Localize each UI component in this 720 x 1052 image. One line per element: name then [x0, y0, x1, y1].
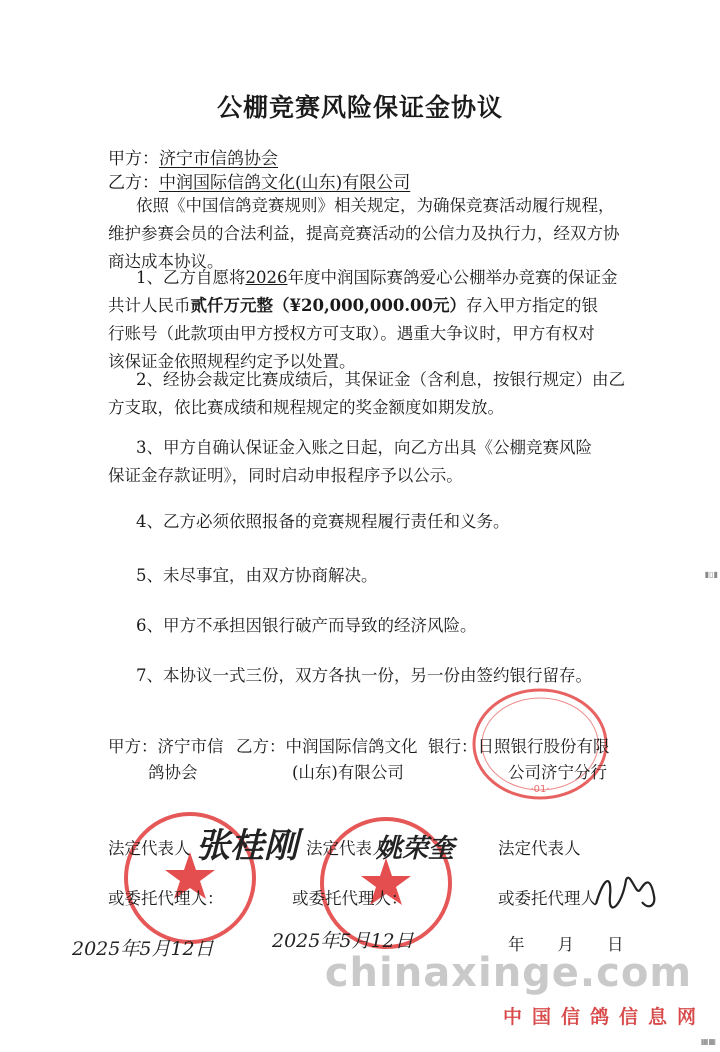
- party-b-sign-name: 乙方：中润国际信鸽文化: [236, 737, 418, 756]
- document-title: 公棚竞赛风险保证金协议: [216, 93, 503, 122]
- site-watermark-chinese: 中国信鸽信息网: [502, 1006, 706, 1028]
- clause-1-text: 年度中润国际赛鸽爱心公棚举办竞赛的保证金: [287, 268, 618, 287]
- bank-sign-date-blank: 年 月 日: [508, 935, 624, 954]
- intro-line: 商达成本协议。: [108, 252, 224, 271]
- clause-6-line: 6、甲方不承担因银行破产而导致的经济风险。: [136, 616, 477, 635]
- bank-agent-signature-scribble: [592, 866, 662, 916]
- party-a-line: [108, 144, 278, 169]
- bank-sign-name-cont: 公司济宁分行: [508, 763, 607, 782]
- clause-1-line: [108, 292, 638, 320]
- party-b-line: [108, 168, 410, 193]
- clause-2: [108, 366, 638, 422]
- clause-1-year: 2026: [245, 268, 288, 287]
- site-watermark: chinaxinge.com: [324, 950, 692, 996]
- party-a-legal-rep-label: 法定代表人: [108, 839, 191, 858]
- party-b-legal-rep-label: 法定代表人: [306, 839, 389, 858]
- party-a-label: 甲方：: [108, 149, 159, 169]
- party-b-label: 乙方：: [108, 173, 159, 193]
- side-watermark-mark: ▮▯▮: [704, 570, 718, 579]
- clause-1: [108, 264, 638, 376]
- clause-1-text: 存入甲方指定的银: [466, 296, 599, 315]
- party-a-agent-label: 或委托代理人：: [108, 889, 224, 908]
- clause-1-line: 行账号（此款项由甲方授权方可支取）。遇重大争议时，甲方有权对: [108, 324, 595, 343]
- party-a-sign-name: 甲方：济宁市信: [108, 737, 224, 756]
- party-b-sign-block: [236, 734, 418, 786]
- party-a-handwritten-signature: 张桂刚: [196, 826, 298, 866]
- corner-mark: ▦▦: [700, 1037, 716, 1046]
- bank-agent-label: 或委托代理人: [498, 889, 597, 908]
- clause-1-text: 共计人民币: [108, 296, 191, 315]
- clause-2-line: 2、经协会裁定比赛成绩后，其保证金（含利息，按银行规定）由乙: [136, 370, 625, 389]
- party-a-name: 济宁市信鸽协会: [159, 149, 278, 169]
- party-a-sign-block: [108, 734, 224, 786]
- clause-2-line: 方支取，依比赛成绩和规程规定的奖金额度如期发放。: [108, 398, 504, 417]
- party-b-sign-date: 2025年5月12日: [272, 930, 414, 952]
- party-b-handwritten-signature: 姚荣奎: [376, 834, 455, 864]
- clause-1-amount: 贰仟万元整（¥20,000,000.00元）: [190, 296, 467, 315]
- bank-sign-name: 银行：日照银行股份有限: [428, 737, 610, 756]
- clause-6: [108, 612, 638, 640]
- bank-legal-rep-label: 法定代表人: [498, 839, 581, 858]
- intro-line: 依照《中国信鸽竞赛规则》相关规定，为确保竞赛活动履行规程，: [136, 196, 615, 215]
- clause-3: [108, 434, 638, 490]
- party-b-agent-label: 或委托代理人：: [292, 889, 408, 908]
- svg-text:·01·: ·01·: [530, 784, 550, 795]
- clause-1-text: 1、乙方自愿将: [136, 268, 246, 287]
- party-b-name: 中润国际信鸽文化(山东)有限公司: [159, 173, 411, 193]
- party-b-sign-name-cont: (山东)有限公司: [292, 763, 404, 782]
- clause-3-line: 3、甲方自确认保证金入账之日起，向乙方出具《公棚竞赛风险: [136, 438, 592, 457]
- clause-5: [108, 562, 638, 590]
- clause-1-line: 该保证金依照规程约定予以处置。: [108, 352, 356, 371]
- clause-1-line: [108, 264, 638, 292]
- intro-line: 维护参赛会员的合法利益，提高竞赛活动的公信力及执行力，经双方协: [108, 224, 620, 243]
- clause-7-line: 7、本协议一式三份，双方各执一份，另一份由签约银行留存。: [136, 666, 592, 685]
- clause-4-line: 4、乙方必须依照报备的竞赛规程履行责任和义务。: [136, 512, 510, 531]
- party-a-sign-name-cont: 鸽协会: [148, 763, 198, 782]
- clause-4: [108, 508, 638, 536]
- party-a-sign-date: 2025年5月12日: [72, 938, 214, 960]
- bank-sign-block: [428, 734, 610, 786]
- clause-5-line: 5、未尽事宜，由双方协商解决。: [136, 566, 378, 585]
- clause-3-line: 保证金存款证明》，同时启动申报程序予以公示。: [108, 466, 463, 485]
